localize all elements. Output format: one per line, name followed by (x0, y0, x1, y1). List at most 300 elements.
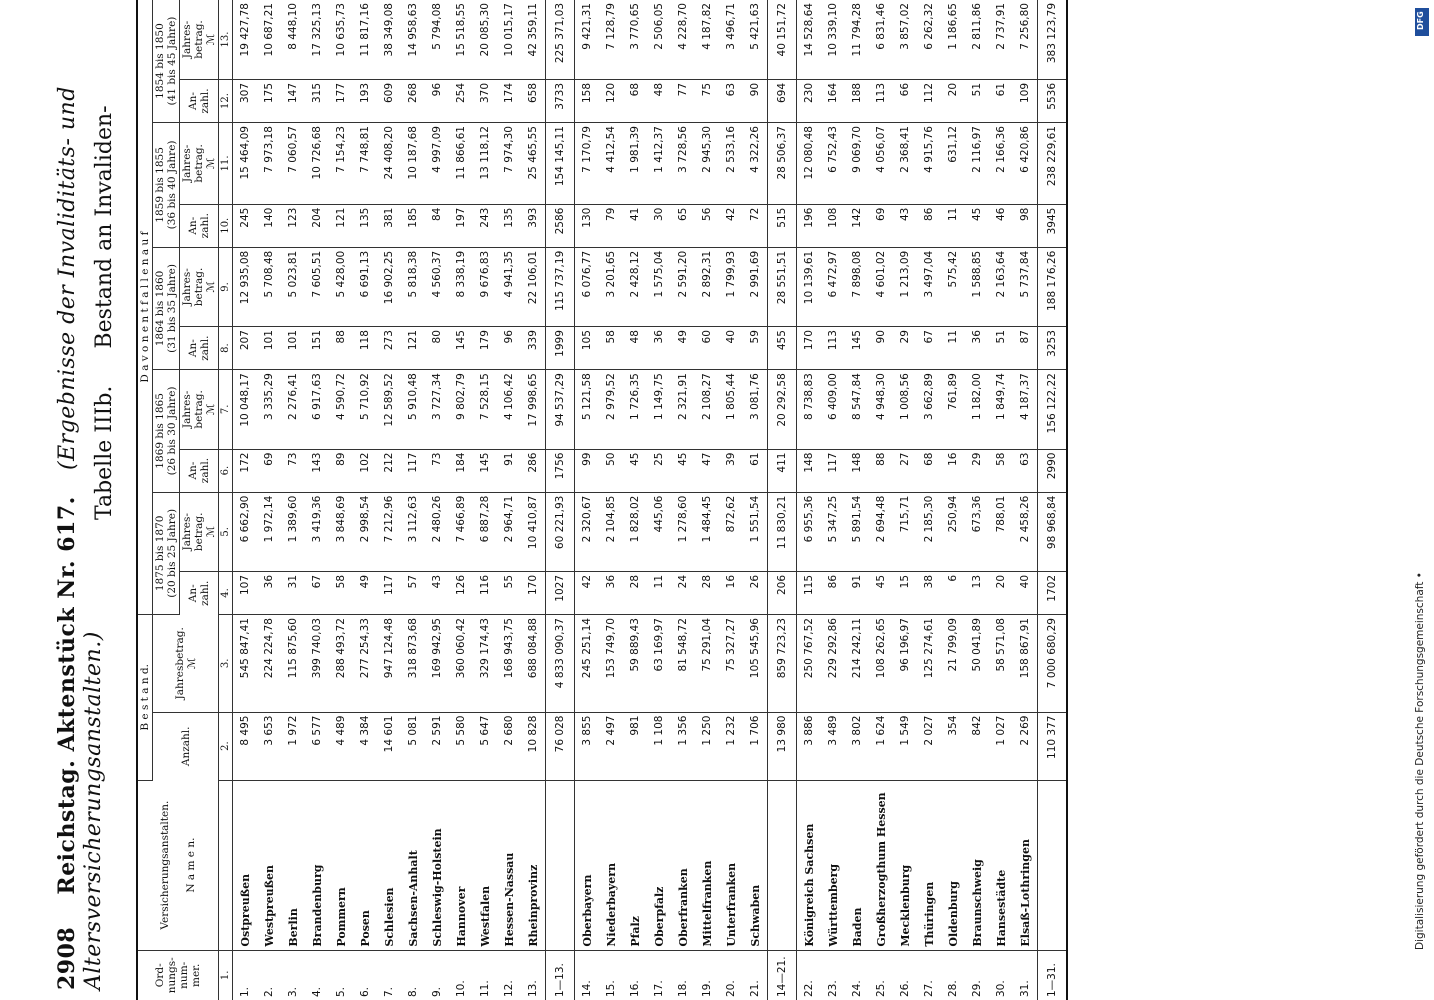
table-row (965, 0, 989, 1000)
cell-name: Hansestädte (989, 780, 1013, 950)
cell-c5: 3 419,36 (305, 492, 329, 571)
cell-c10: 3945 (1038, 204, 1068, 247)
cell-c7: 17 998,65 (521, 370, 546, 449)
cell-name: Schleswig-Holstein (425, 780, 449, 950)
cell-c4: 67 (305, 571, 329, 614)
cell-c8: 151 (305, 327, 329, 370)
cell-c11: 1 981,39 (623, 123, 647, 205)
cell-c8: 145 (449, 327, 473, 370)
cell-c10: 393 (521, 204, 546, 247)
cell-c4: 170 (521, 571, 546, 614)
cell-c9: 1 799,93 (719, 247, 743, 326)
cell-c2: 1 250 (695, 712, 719, 780)
cell-c2: 3 802 (845, 712, 869, 780)
cell-c3: 59 889,43 (623, 615, 647, 713)
cell-c3: 224 224,78 (257, 615, 281, 713)
header-anzahl: Anzahl. (153, 712, 219, 780)
cell-c13: 10 687,21 (257, 0, 281, 79)
cell-c7: 5 121,58 (575, 370, 600, 449)
column-number: 5. (219, 492, 233, 571)
cell-c3: 4 833 090,37 (546, 615, 575, 713)
cell-c13: 20 085,30 (473, 0, 497, 79)
cell-c3: 125 274,61 (917, 615, 941, 713)
cell-c3: 168 943,75 (497, 615, 521, 713)
cell-c9: 2 591,20 (671, 247, 695, 326)
cell-c2: 14 601 (377, 712, 401, 780)
cell-c11: 7 154,23 (329, 123, 353, 205)
cell-c11: 6 420,86 (1013, 123, 1038, 205)
cell-c11: 4 056,07 (869, 123, 893, 205)
cell-c13: 5 421,63 (743, 0, 768, 79)
cell-c11: 7 974,30 (497, 123, 521, 205)
cell-c12: 61 (989, 79, 1013, 122)
table-row (989, 0, 1013, 1000)
cell-c11: 7 748,81 (353, 123, 377, 205)
cell-c5: 5 891,54 (845, 492, 869, 571)
cell-c11: 2 368,41 (893, 123, 917, 205)
period-years: 1864 bis 1860 (154, 270, 166, 347)
header-jahres-betrag-label: Jahres-betrag. (181, 267, 205, 307)
header-an-zahl: An-zahl. (180, 449, 219, 492)
cell-c4: 13 (965, 571, 989, 614)
cell-c5: 788,01 (989, 492, 1013, 571)
currency-mark: ℳ (205, 281, 217, 293)
cell-c12: 113 (869, 79, 893, 122)
cell-c3: 7 000 680,29 (1038, 615, 1068, 713)
cell-c8: 339 (521, 327, 546, 370)
cell-ord: 10. (455, 980, 467, 997)
cell-c8: 40 (719, 327, 743, 370)
cell-c11: 25 465,55 (521, 123, 546, 205)
cell-name: Thüringen (917, 780, 941, 950)
cell-c10: 130 (575, 204, 600, 247)
cell-c7: 2 108,27 (695, 370, 719, 449)
table-row (1013, 0, 1038, 1000)
cell-c13: 9 421,31 (575, 0, 600, 79)
cell-c12: 193 (353, 79, 377, 122)
cell-c9: 1 575,04 (647, 247, 671, 326)
cell-c6: 45 (671, 449, 695, 492)
cell-c7: 2 276,41 (281, 370, 305, 449)
cell-c3: 50 041,89 (965, 615, 989, 713)
cell-c5: 1 389,60 (281, 492, 305, 571)
cell-name: Posen (353, 780, 377, 950)
table-row (941, 0, 965, 1000)
cell-c9: 3 497,04 (917, 247, 941, 326)
header-jahres-betrag (180, 492, 219, 571)
cell-c13: 40 151,72 (768, 0, 797, 79)
cell-c11: 6 752,43 (821, 123, 845, 205)
cell-c5: 10 410,87 (521, 492, 546, 571)
cell-c11: 13 118,12 (473, 123, 497, 205)
currency-mark: ℳ (205, 157, 217, 169)
header-anstalten-label: Versicherungsanstalten. (159, 800, 171, 930)
cell-c10: 196 (797, 204, 822, 247)
dfg-logo (1415, 8, 1429, 36)
header-jahresbetrag-label: Jahresbetrag. (173, 627, 186, 700)
cell-c13: 3 857,02 (893, 0, 917, 79)
cell-c5: 7 466,89 (449, 492, 473, 571)
cell-c13: 4 187,82 (695, 0, 719, 79)
cell-c11: 2 533,16 (719, 123, 743, 205)
cell-c12: 66 (893, 79, 917, 122)
cell-name: Oberbayern (575, 780, 600, 950)
cell-c11: 7 973,18 (257, 123, 281, 205)
cell-c5: 2 964,71 (497, 492, 521, 571)
cell-c7: 761,89 (941, 370, 965, 449)
cell-c6: 73 (281, 449, 305, 492)
cell-c6: 148 (797, 449, 822, 492)
table-row (797, 0, 822, 1000)
cell-c4: 206 (768, 571, 797, 614)
cell-c2: 1 706 (743, 712, 768, 780)
cell-c13: 11 794,28 (845, 0, 869, 79)
cell-c9: 5 023,81 (281, 247, 305, 326)
cell-c4: 116 (473, 571, 497, 614)
cell-c4: 36 (257, 571, 281, 614)
cell-c13: 42 359,11 (521, 0, 546, 79)
cell-c7: 5 710,92 (353, 370, 377, 449)
cell-c11: 10 726,68 (305, 123, 329, 205)
cell-c10: 43 (893, 204, 917, 247)
cell-c8: 101 (257, 327, 281, 370)
cell-c5: 2 104,85 (599, 492, 623, 571)
cell-c10: 86 (917, 204, 941, 247)
cell-ord: 18. (677, 980, 689, 997)
cell-c8: 105 (575, 327, 600, 370)
period-ages: (41 bis 45 Jahre) (166, 16, 178, 106)
cell-c13: 17 325,13 (305, 0, 329, 79)
cell-c4: 42 (575, 571, 600, 614)
cell-c7: 1 805,44 (719, 370, 743, 449)
cell-c9: 188 176,26 (1038, 247, 1068, 326)
cell-c7: 2 321,91 (671, 370, 695, 449)
cell-c9: 2 428,12 (623, 247, 647, 326)
cell-ord: 25. (875, 980, 887, 997)
cell-c13: 8 448,10 (281, 0, 305, 79)
cell-c7: 3 335,29 (257, 370, 281, 449)
cell-c2: 3 489 (821, 712, 845, 780)
cell-c6: 39 (719, 449, 743, 492)
table-heading (92, 105, 117, 520)
cell-c3: 105 545,96 (743, 615, 768, 713)
cell-c6: 117 (401, 449, 425, 492)
cell-c10: 243 (473, 204, 497, 247)
cell-name: Königreich Sachsen (797, 780, 822, 950)
cell-c2: 981 (623, 712, 647, 780)
cell-ord: 24. (851, 980, 863, 997)
cell-c7: 8 547,84 (845, 370, 869, 449)
cell-c13: 14 528,64 (797, 0, 822, 79)
currency-mark: ℳ (205, 526, 217, 538)
cell-c5: 1 551,54 (743, 492, 768, 571)
page-number: 2908 (54, 926, 80, 990)
header-an-zahl: An-zahl. (180, 571, 219, 614)
cell-c5: 2 458,26 (1013, 492, 1038, 571)
cell-c9: 3 201,65 (599, 247, 623, 326)
cell-c13: 7 256,80 (1013, 0, 1038, 79)
cell-c8: 170 (797, 327, 822, 370)
cell-c9: 5 737,84 (1013, 247, 1038, 326)
cell-ord: 8. (407, 986, 419, 997)
cell-c9: 4 560,37 (425, 247, 449, 326)
header-ord: Ord-nungs-num-mer. (137, 950, 219, 1000)
cell-c11: 238 229,61 (1038, 123, 1068, 205)
cell-name: Oberfranken (671, 780, 695, 950)
cell-c4: 91 (845, 571, 869, 614)
column-number: 10. (219, 204, 233, 247)
table-row (521, 0, 546, 1000)
cell-ord: 7. (383, 986, 395, 997)
table-row (623, 0, 647, 1000)
cell-c13: 3 770,65 (623, 0, 647, 79)
document-reference: Reichstag. Aktenstück Nr. 617. (54, 496, 80, 895)
cell-c4: 117 (377, 571, 401, 614)
cell-c13: 10 339,10 (821, 0, 845, 79)
cell-name: Großherzogthum Hessen (869, 780, 893, 950)
cell-c2: 110 377 (1038, 712, 1068, 780)
cell-c5: 1 278,60 (671, 492, 695, 571)
cell-ord: 23. (827, 980, 839, 997)
cell-c2: 4 489 (329, 712, 353, 780)
cell-name: Brandenburg (305, 780, 329, 950)
cell-c4: 28 (623, 571, 647, 614)
cell-c3: 229 292,86 (821, 615, 845, 713)
cell-c3: 947 124,48 (377, 615, 401, 713)
table-row (329, 0, 353, 1000)
cell-name: Pfalz (623, 780, 647, 950)
cell-c8: 90 (869, 327, 893, 370)
header-jahres-betrag (180, 247, 219, 326)
cell-c10: 245 (233, 204, 258, 247)
cell-c2: 4 384 (353, 712, 377, 780)
cell-name: Braunschweig (965, 780, 989, 950)
cell-c3: 329 174,43 (473, 615, 497, 713)
cell-c12: 20 (941, 79, 965, 122)
cell-c13: 10 015,17 (497, 0, 521, 79)
cell-c4: 11 (647, 571, 671, 614)
cell-c3: 81 548,72 (671, 615, 695, 713)
cell-c10: 45 (965, 204, 989, 247)
cell-c8: 455 (768, 327, 797, 370)
cell-c5: 715,71 (893, 492, 917, 571)
table-row (671, 0, 695, 1000)
header-an-zahl: An-zahl. (180, 79, 219, 122)
cell-c7: 1 182,00 (965, 370, 989, 449)
cell-c6: 45 (623, 449, 647, 492)
cell-c10: 135 (497, 204, 521, 247)
cell-c10: 381 (377, 204, 401, 247)
cell-c8: 58 (599, 327, 623, 370)
cell-c4: 6 (941, 571, 965, 614)
column-number: 2. (219, 712, 233, 780)
cell-c12: 164 (821, 79, 845, 122)
period-years: 1854 bis 1850 (154, 23, 166, 99)
cell-c12: 370 (473, 79, 497, 122)
cell-ord: 3. (287, 986, 299, 997)
cell-c4: 115 (797, 571, 822, 614)
cell-c4: 55 (497, 571, 521, 614)
cell-c12: 3733 (546, 79, 575, 122)
table-row (845, 0, 869, 1000)
cell-c3: 58 571,08 (989, 615, 1013, 713)
cell-c13: 38 349,08 (377, 0, 401, 79)
cell-c2: 1 549 (893, 712, 917, 780)
cell-c4: 86 (821, 571, 845, 614)
cell-c5: 5 347,25 (821, 492, 845, 571)
cell-c10: 98 (1013, 204, 1038, 247)
cell-c3: 158 867,91 (1013, 615, 1038, 713)
cell-c12: 254 (449, 79, 473, 122)
column-number: 3. (219, 615, 233, 713)
cell-ord: 12. (503, 980, 515, 997)
cell-c13: 2 506,05 (647, 0, 671, 79)
cell-c7: 4 187,37 (1013, 370, 1038, 449)
cell-ord: 22. (803, 980, 815, 997)
column-number: 13. (219, 0, 233, 79)
cell-c5: 1 972,14 (257, 492, 281, 571)
cell-c5: 2 480,26 (425, 492, 449, 571)
cell-c10: 30 (647, 204, 671, 247)
header-davon: D a v o n e n t f a l l e n a u f (137, 0, 153, 615)
cell-ord: 30. (995, 980, 1007, 997)
cell-name: Pommern (329, 780, 353, 950)
cell-c10: 185 (401, 204, 425, 247)
cell-c7: 3 081,76 (743, 370, 768, 449)
cell-c4: 1027 (546, 571, 575, 614)
table-row (353, 0, 377, 1000)
column-number: 1. (219, 950, 233, 1000)
cell-c13: 5 794,08 (425, 0, 449, 79)
cell-c10: 84 (425, 204, 449, 247)
cell-c10: 79 (599, 204, 623, 247)
cell-c3: 288 493,72 (329, 615, 353, 713)
cell-c6: 148 (845, 449, 869, 492)
cell-c9: 115 737,19 (546, 247, 575, 326)
cell-c5: 60 221,93 (546, 492, 575, 571)
cell-c7: 1 726,35 (623, 370, 647, 449)
cell-c4: 36 (599, 571, 623, 614)
cell-c10: 42 (719, 204, 743, 247)
cell-c11: 154 145,11 (546, 123, 575, 205)
cell-c13: 6 831,46 (869, 0, 893, 79)
cell-c8: 29 (893, 327, 917, 370)
document-title: (Ergebnisse der Invaliditäts- und Altersversicherungsanstalten.) (55, 86, 106, 990)
cell-c13: 10 635,73 (329, 0, 353, 79)
dfg-credit: Digitalisierung gefördert durch die Deutsche Forschungsgemeinschaft • (1414, 572, 1426, 950)
cell-c8: 179 (473, 327, 497, 370)
cell-c8: 1999 (546, 327, 575, 370)
cell-c9: 6 691,13 (353, 247, 377, 326)
cell-c7: 10 048,17 (233, 370, 258, 449)
cell-c8: 59 (743, 327, 768, 370)
cell-name: Hessen-Nassau (497, 780, 521, 950)
cell-name: Berlin (281, 780, 305, 950)
header-period-2 (153, 370, 180, 492)
cell-c13: 4 228,70 (671, 0, 695, 79)
cell-c11: 2 945,30 (695, 123, 719, 205)
table-number: Tabelle IIIb. (92, 385, 117, 520)
table-row (497, 0, 521, 1000)
cell-c11: 28 506,37 (768, 123, 797, 205)
cell-c8: 48 (623, 327, 647, 370)
cell-name: Schlesien (377, 780, 401, 950)
cell-c7: 2 979,52 (599, 370, 623, 449)
cell-c12: 75 (695, 79, 719, 122)
cell-c7: 9 802,79 (449, 370, 473, 449)
cell-c5: 6 887,28 (473, 492, 497, 571)
cell-c12: 609 (377, 79, 401, 122)
cell-name (1038, 780, 1068, 950)
cell-c12: 51 (965, 79, 989, 122)
cell-c3: 318 873,68 (401, 615, 425, 713)
cell-ord: 29. (971, 980, 983, 997)
period-years: 1859 bis 1855 (154, 147, 166, 223)
table-subtitle: Bestand an Invaliden- (92, 105, 117, 349)
cell-c13: 2 737,91 (989, 0, 1013, 79)
cell-c12: 230 (797, 79, 822, 122)
cell-c12: 77 (671, 79, 695, 122)
column-number: 6. (219, 449, 233, 492)
cell-c9: 1 588,85 (965, 247, 989, 326)
cell-c9: 1 213,09 (893, 247, 917, 326)
header-jahres-betrag (180, 370, 219, 449)
cell-c8: 49 (671, 327, 695, 370)
cell-name: Hannover (449, 780, 473, 950)
cell-name: Rheinprovinz (521, 780, 546, 950)
cell-c5: 6 955,36 (797, 492, 822, 571)
cell-c12: 174 (497, 79, 521, 122)
cell-c6: 2990 (1038, 449, 1068, 492)
cell-c2: 3 886 (797, 712, 822, 780)
cell-c13: 3 496,71 (719, 0, 743, 79)
cell-c8: 101 (281, 327, 305, 370)
cell-c2: 10 828 (521, 712, 546, 780)
header-an-zahl: An-zahl. (180, 204, 219, 247)
cell-c10: 41 (623, 204, 647, 247)
cell-c10: 11 (941, 204, 965, 247)
table-row (695, 0, 719, 1000)
cell-c8: 51 (989, 327, 1013, 370)
cell-c2: 1 027 (989, 712, 1013, 780)
cell-c7: 5 910,48 (401, 370, 425, 449)
cell-c12: 96 (425, 79, 449, 122)
cell-c5: 1 484,45 (695, 492, 719, 571)
cell-c5: 2 185,30 (917, 492, 941, 571)
cell-c9: 4 941,35 (497, 247, 521, 326)
header-period-1 (153, 492, 180, 614)
rotated-page-content (50, 0, 1410, 1000)
cell-c2: 5 647 (473, 712, 497, 780)
cell-name: Württemberg (821, 780, 845, 950)
cell-c12: 307 (233, 79, 258, 122)
header-name-label: N a m e n. (185, 837, 197, 893)
cell-c9: 575,42 (941, 247, 965, 326)
table-row (869, 0, 893, 1000)
cell-c8: 11 (941, 327, 965, 370)
cell-c8: 80 (425, 327, 449, 370)
cell-c5: 6 662,90 (233, 492, 258, 571)
cell-c9: 12 935,08 (233, 247, 258, 326)
cell-c6: 16 (941, 449, 965, 492)
cell-name: Baden (845, 780, 869, 950)
table-row (305, 0, 329, 1000)
cell-ord: 13. (527, 980, 539, 997)
cell-c10: 123 (281, 204, 305, 247)
cell-c5: 673,36 (965, 492, 989, 571)
cell-c12: 694 (768, 79, 797, 122)
cell-c6: 286 (521, 449, 546, 492)
